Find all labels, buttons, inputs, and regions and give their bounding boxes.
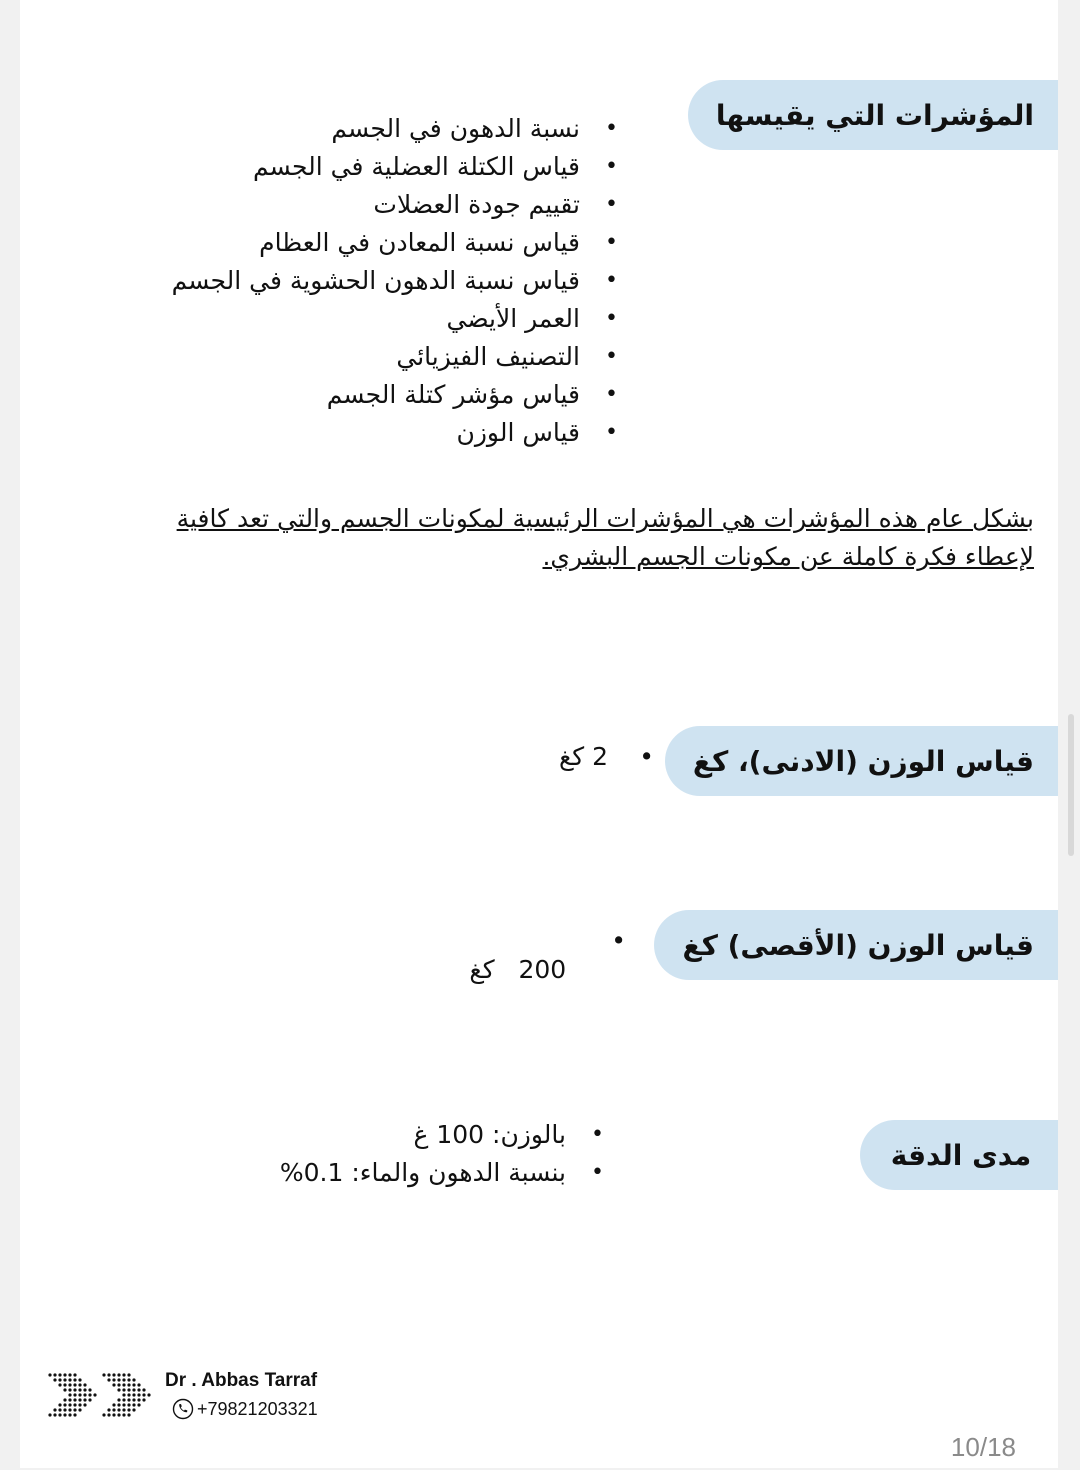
accuracy-list — [280, 1116, 566, 1192]
metrics-heading: المؤشرات التي يقيسها — [688, 80, 1058, 150]
bullet: • — [639, 742, 654, 771]
min-weight-heading: قياس الوزن (الادنى)، كغ — [665, 726, 1058, 796]
accuracy-heading: مدى الدقة — [860, 1120, 1058, 1190]
list-item: • قياس نسبة المعادن في العظام — [172, 224, 580, 262]
max-weight-heading: قياس الوزن (الأقصى) كغ — [654, 910, 1058, 980]
list-item: • بنسبة الدهون والماء: 0.1% — [280, 1154, 566, 1192]
min-weight-value: 2 كغ • — [558, 742, 654, 771]
max-weight-value: 200 كغ • — [469, 926, 626, 984]
list-item: • قياس نسبة الدهون الحشوية في الجسم — [172, 262, 580, 300]
list-item: • بالوزن: 100 غ — [280, 1116, 566, 1154]
document-page — [20, 0, 1058, 1468]
list-item: • تقييم جودة العضلات — [172, 186, 580, 224]
list-item: • العمر الأيضي — [172, 300, 580, 338]
phone-icon — [172, 1398, 194, 1420]
page-number: 10/18 — [950, 1432, 1016, 1462]
summary-paragraph: بشكل عام هذه المؤشرات هي المؤشرات الرئيسية لمكونات الجسم والتي تعد كافية لإعطاء فكرة كاملة عن مكونات الجسم البشري. — [176, 504, 1034, 571]
list-item: • قياس الوزن — [172, 414, 580, 452]
logo-arrows-icon — [48, 1372, 154, 1424]
author-phone: +79821203321 — [172, 1398, 318, 1420]
author-name: Dr . Abbas Tarraf — [165, 1370, 318, 1391]
list-item: • قياس الكتلة العضلية في الجسم — [172, 148, 580, 186]
list-item: • التصنيف الفيزيائي — [172, 338, 580, 376]
scrollbar[interactable] — [1068, 714, 1074, 856]
metrics-list — [172, 110, 580, 452]
list-item: • قياس مؤشر كتلة الجسم — [172, 376, 580, 414]
bullet: • — [611, 926, 626, 955]
list-item: • نسبة الدهون في الجسم — [172, 110, 580, 148]
